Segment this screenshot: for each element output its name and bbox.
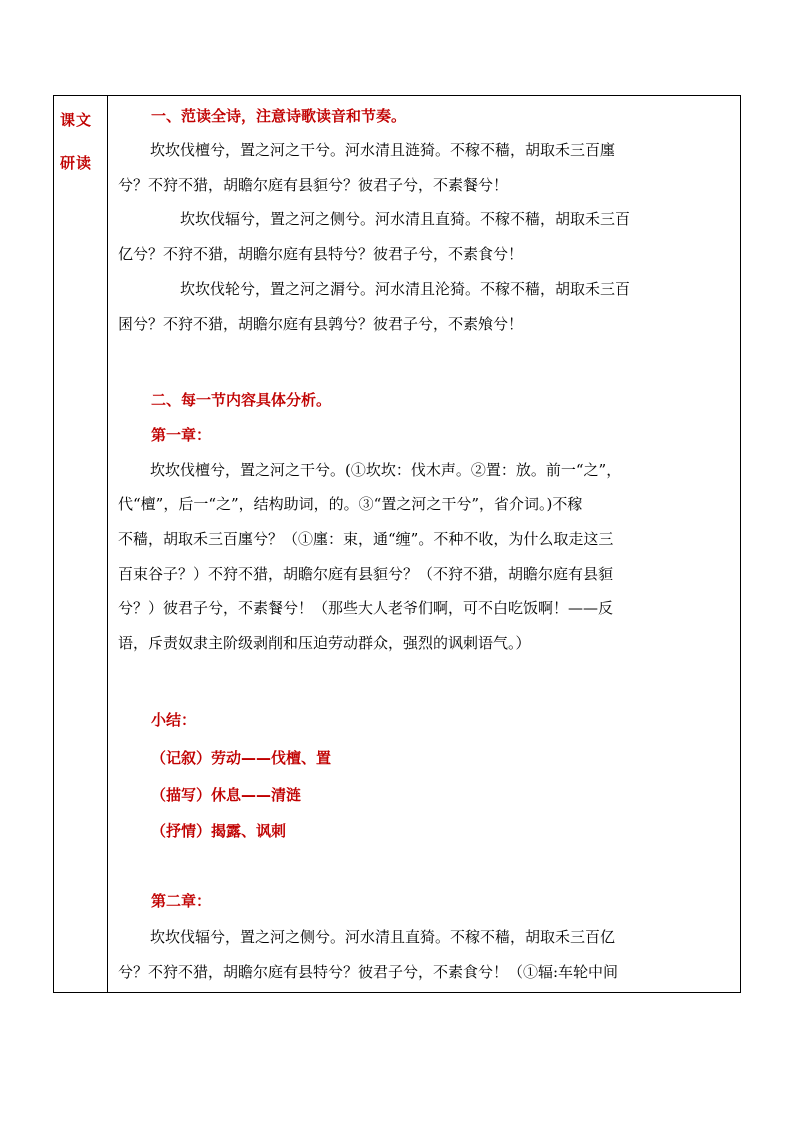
chapter1-line: 语，斥责奴隶主阶级剥削和压迫劳动群众，强烈的讽刺语气。） bbox=[118, 634, 531, 652]
lesson-table bbox=[53, 95, 741, 993]
poem-line: 亿兮？不狩不猎，胡瞻尔庭有县特兮？彼君子兮，不素食兮！ bbox=[118, 245, 524, 263]
poem-line: 囷兮？不狩不猎，胡瞻尔庭有县鹑兮？彼君子兮，不素飧兮！ bbox=[118, 315, 524, 333]
side-label-cell bbox=[54, 96, 108, 992]
chapter2-line: 坎坎伐辐兮，置之河之侧兮。河水清且直猗。不稼不穑，胡取禾三百亿 bbox=[150, 928, 616, 946]
summary-line: （抒情）揭露、讽刺 bbox=[151, 822, 287, 840]
section2-heading: 二、每一节内容具体分析。 bbox=[151, 391, 332, 409]
chapter1-title: 第一章： bbox=[151, 426, 212, 444]
chapter1-line: 百束谷子？）不狩不猎，胡瞻尔庭有县貆兮？（不狩不猎，胡瞻尔庭有县貆 bbox=[118, 565, 614, 583]
chapter1-line: 兮？）彼君子兮，不素餐兮！（那些大人老爷们啊，可不白吃饭啊！——反 bbox=[118, 599, 614, 617]
section1-heading: 一、范读全诗，注意诗歌读音和节奏。 bbox=[151, 107, 407, 125]
chapter1-line: 坎坎伐檀兮，置之河之干兮。(①坎坎：伐木声。②置：放。前一“之”， bbox=[150, 461, 622, 479]
chapter2-line: 兮？不狩不猎，胡瞻尔庭有县特兮？彼君子兮，不素食兮！（①辐:车轮中间 bbox=[118, 963, 619, 981]
chapter2-title: 第二章： bbox=[151, 892, 212, 910]
chapter1-line: 不穑，胡取禾三百廛兮？（①廛：束，通“缠”。不种不收，为什么取走这三 bbox=[118, 530, 614, 548]
side-label-1: 课文 bbox=[60, 111, 93, 129]
poem-line: 兮？不狩不猎，胡瞻尔庭有县貆兮？彼君子兮，不素餐兮！ bbox=[118, 176, 509, 194]
summary-line: （描写）休息——清涟 bbox=[151, 786, 302, 804]
summary-title: 小结： bbox=[151, 711, 197, 729]
chapter1-line: 代“檀”，后一“之”，结构助词，的。③“置之河之干兮”，省介词。)不稼 bbox=[118, 495, 583, 513]
poem-line: 坎坎伐檀兮，置之河之干兮。河水清且涟猗。不稼不穑，胡取禾三百廛 bbox=[150, 141, 616, 159]
poem-line: 坎坎伐轮兮，置之河之漘兮。河水清且沦猗。不稼不穑，胡取禾三百 bbox=[180, 280, 631, 298]
summary-line: （记叙）劳动——伐檀、置 bbox=[151, 749, 332, 767]
poem-line: 坎坎伐辐兮，置之河之侧兮。河水清且直猗。不稼不穑，胡取禾三百 bbox=[180, 210, 631, 228]
side-label-2: 研读 bbox=[60, 154, 93, 172]
